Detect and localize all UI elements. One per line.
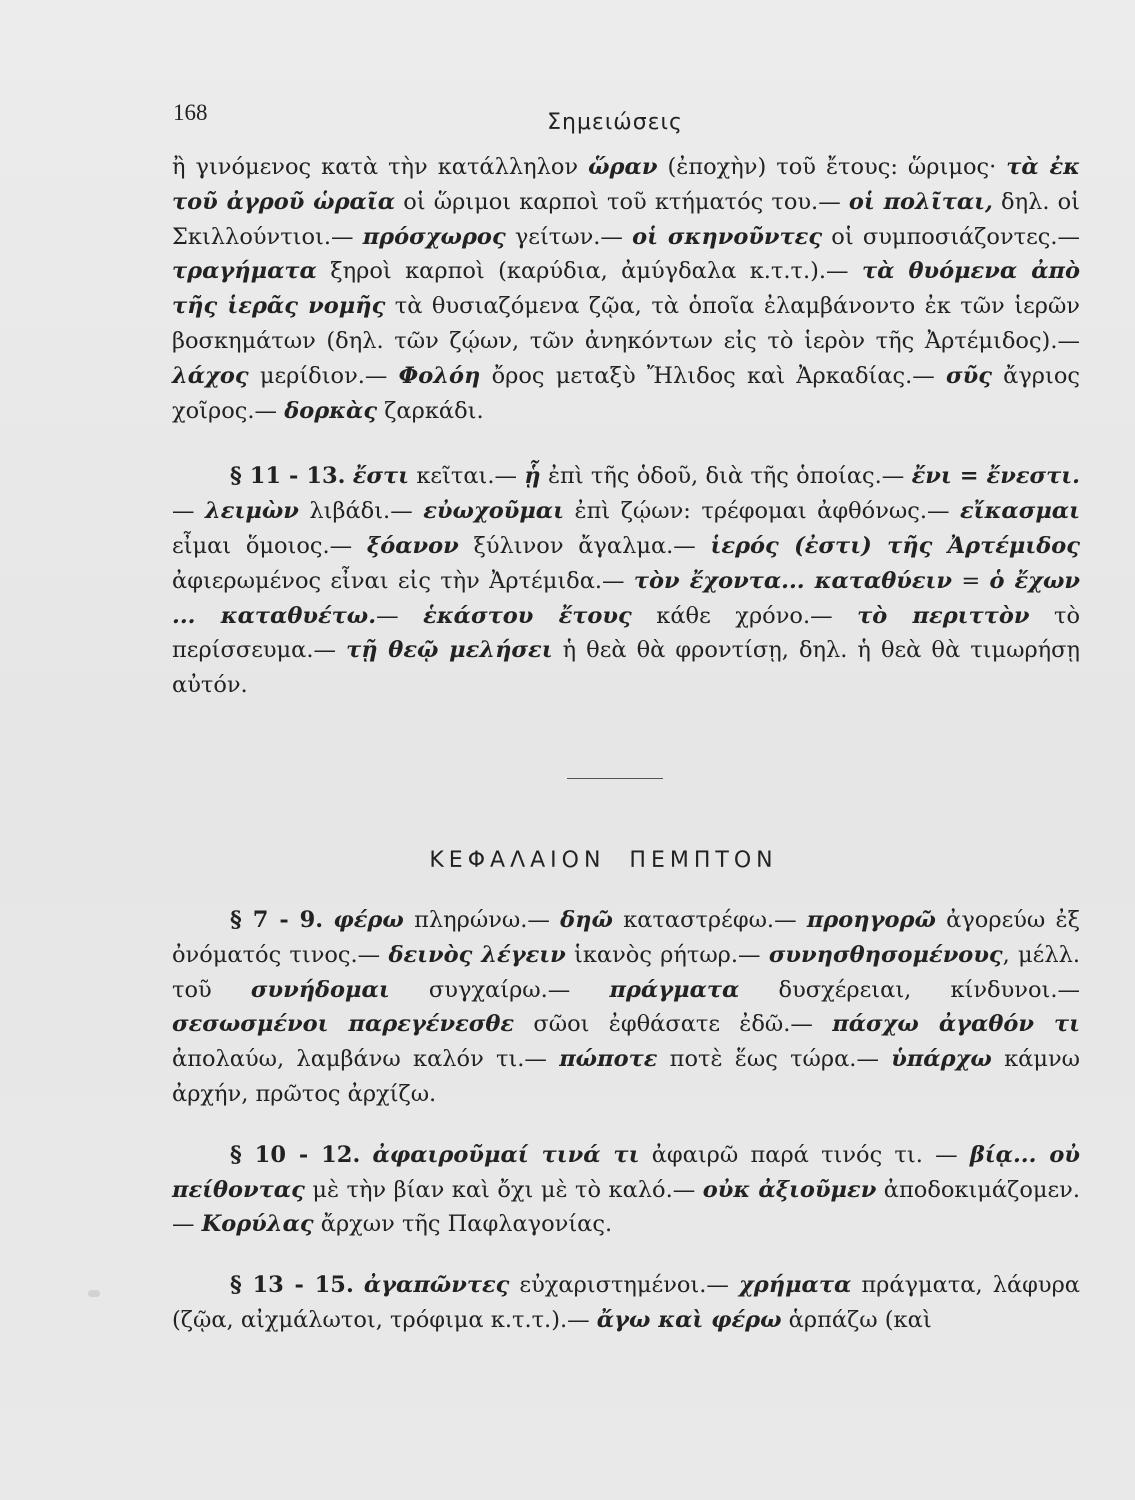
text-run: κεῖται.— bbox=[409, 463, 525, 490]
notes-block-continued bbox=[172, 150, 1080, 703]
lemma: εὐωχοῦμαι bbox=[423, 498, 565, 525]
text-run: ὄρος μεταξὺ Ἤλιδος καὶ Ἀρκαδίας.— bbox=[480, 362, 947, 389]
text-run: οἱ συμποσιάζοντες.— bbox=[822, 223, 1080, 250]
section-marker: § 10 - 12. bbox=[230, 1141, 361, 1168]
lemma: πάσχω ἀγαθόν τι bbox=[832, 1011, 1080, 1038]
lemma: πρόσχωρος bbox=[362, 223, 506, 250]
text-run: ξύλινον ἄγαλμα.— bbox=[458, 532, 711, 559]
lemma: οἱ σκηνοῦντες bbox=[632, 223, 823, 250]
lemma: ᾗ bbox=[524, 463, 541, 490]
text-run: (ἐποχὴν) τοῦ ἔτους: ὥριμος· bbox=[657, 154, 1007, 180]
lemma: πράγματα bbox=[609, 976, 740, 1003]
text-run: ἀπολαύω, λαμβάνω καλόν τι.— bbox=[172, 1046, 560, 1073]
lemma: τὸ περιττὸν bbox=[857, 602, 1030, 629]
text-run: μὲ τὴν βίαν καὶ ὄχι μὲ τὸ καλό.— bbox=[304, 1176, 703, 1203]
text-run: οἱ ὥριμοι καρποὶ τοῦ κτήματός του.— bbox=[395, 188, 849, 215]
section-marker: § 11 - 13. bbox=[230, 463, 346, 490]
lemma: ἀφαιροῦμαί τινά τι bbox=[372, 1141, 640, 1168]
text-run: ἄγριος χοῖρος.— bbox=[172, 362, 1080, 424]
lemma: συνήδομαι bbox=[250, 976, 390, 1003]
text-run: ζαρκάδι. bbox=[377, 397, 484, 424]
section-marker: § 7 - 9. bbox=[230, 907, 324, 933]
text-run: γείτων.— bbox=[505, 223, 633, 250]
text-run: συγχαίρω.— bbox=[389, 976, 610, 1003]
section-divider bbox=[567, 778, 663, 779]
text-run: τὰ θυσιαζόμενα ζῷα, τὰ ὁποῖα ἐλαμβάνοντο ἐκ τῶν ἱερῶν βοσκημάτων (δηλ. τῶν ζῴων, τῶν ἀνηκόντων εἰς τὸ ἱερὸν τῆς Ἀρτέμιδος).— bbox=[172, 293, 1080, 354]
lemma: τὸν ἔχοντα... καταθύειν bbox=[633, 567, 953, 594]
lemma: ἀγαπῶντες bbox=[363, 1272, 510, 1299]
text-run: ἁρπάζω (καὶ bbox=[781, 1306, 932, 1333]
note-paragraph-section-13-15 bbox=[172, 1268, 1080, 1338]
lemma: χρήματα bbox=[738, 1272, 852, 1299]
text-run: ἐπὶ τῆς ὁδοῦ, διὰ τῆς ὁποίας.— bbox=[540, 463, 912, 490]
text-run: καταστρέφω.— bbox=[612, 907, 807, 933]
text-run: ἀγορεύω ἐξ ὀνόματός τινος.— bbox=[172, 907, 1080, 968]
lemma: ξόανον bbox=[366, 532, 459, 559]
text-run: ἀποδοκιμάζομεν.— bbox=[172, 1176, 1080, 1238]
lemma: δηῶ bbox=[560, 907, 613, 933]
text-run: ἢ γινόμενος κατὰ τὴν κατάλληλον bbox=[172, 154, 589, 180]
note-paragraph-section-10-12 bbox=[172, 1138, 1080, 1242]
page-smudge bbox=[88, 1290, 100, 1297]
text-run: ποτὲ ἕως τώρα.— bbox=[657, 1046, 892, 1073]
text-run: εἶμαι ὅμοιος.— bbox=[172, 532, 367, 559]
text-run: πράγματα, λάφυρα (ζῷα, αἰχμάλωτοι, τρόφιμα κ.τ.τ.).— bbox=[172, 1272, 1081, 1333]
lemma: σῦς bbox=[946, 362, 992, 389]
lemma: σεσωσμένοι παρεγένεσθε bbox=[172, 1011, 515, 1038]
lemma: πώποτε bbox=[559, 1046, 658, 1073]
lemma: τὰ θυόμενα ἀπὸ τῆς ἱερᾶς νομῆς bbox=[172, 258, 1081, 320]
lemma: τὰ ἐκ τοῦ ἀγροῦ ὡραῖα bbox=[172, 154, 1080, 215]
text-run: δυσχέρειαι, κίνδυνοι.— bbox=[739, 976, 1080, 1003]
text-run: — bbox=[172, 498, 206, 525]
text-run: κάθε χρόνο.— bbox=[631, 602, 858, 629]
lemma: ὁ ἔχων ... καταθυέτω. bbox=[172, 567, 1080, 629]
chapter-heading: ΚΕΦΑΛΑΙΟΝ ΠΕΜΠΤΟΝ bbox=[429, 848, 778, 873]
page-number: 168 bbox=[173, 100, 208, 125]
lemma: λειμὼν bbox=[205, 498, 299, 525]
lemma: ἑκάστου ἔτους bbox=[423, 602, 632, 629]
text-run: = bbox=[952, 567, 990, 594]
lemma: οὐκ ἀξιοῦμεν bbox=[702, 1176, 877, 1203]
lemma: συνησθησομένους bbox=[768, 941, 1003, 968]
text-run: δηλ. οἱ Σκιλλούντιοι.— bbox=[172, 188, 1080, 250]
text-run: — bbox=[376, 602, 424, 629]
lemma: ἄγω καὶ φέρω bbox=[596, 1306, 782, 1333]
text-run: τὸ περίσσευμα.— bbox=[172, 602, 1080, 664]
text-run: ἡ θεὰ θὰ φροντίσῃ, δηλ. ἡ θεὰ θὰ τιμωρήσῃ αὐτόν. bbox=[172, 637, 1080, 699]
lemma: δεινὸς λέγειν bbox=[388, 941, 566, 968]
lemma: ἔνι = ἔνεστι. bbox=[911, 463, 1080, 490]
notes-block-chapter-five bbox=[172, 903, 1080, 1338]
note-paragraph-section-11-13 bbox=[172, 459, 1080, 703]
lemma: φέρω bbox=[333, 907, 404, 933]
lemma: τραγήματα bbox=[172, 258, 317, 285]
text-run: ἐπὶ ζῴων: τρέφομαι ἀφθόνως.— bbox=[564, 498, 960, 525]
text-run: εὐχαριστημένοι.— bbox=[509, 1272, 739, 1299]
lemma: τῇ θεῷ μελήσει bbox=[346, 637, 553, 664]
lemma: προηγορῶ bbox=[806, 907, 936, 933]
lemma: ἱερός (ἐστι) τῆς Ἀρτέμιδος bbox=[710, 532, 1081, 559]
text-run: ἀφιερωμένος εἶναι εἰς τὴν Ἀρτέμιδα.— bbox=[172, 567, 634, 594]
text-run: ξηροὶ καρποὶ (καρύδια, ἀμύγδαλα κ.τ.τ.).— bbox=[316, 258, 862, 285]
text-run: ἄρχων τῆς Παφλαγονίας. bbox=[313, 1211, 613, 1238]
text-run: ἀφαιρῶ παρά τινός τι. — bbox=[639, 1141, 970, 1168]
lemma: ἔστι bbox=[352, 463, 410, 490]
text-run: πληρώνω.— bbox=[403, 907, 561, 933]
lemma: δορκὰς bbox=[284, 397, 378, 424]
text-run: λιβάδι.— bbox=[298, 498, 424, 525]
text-run: μερίδιον.— bbox=[248, 362, 399, 389]
text-run: κάμνω ἀρχήν, πρῶτος ἀρχίζω. bbox=[172, 1046, 1080, 1107]
lemma: ὥραν bbox=[588, 154, 658, 180]
lemma: λάχος bbox=[172, 362, 249, 389]
text-run: σῶοι ἐφθάσατε ἐδῶ.— bbox=[514, 1011, 833, 1038]
note-paragraph-continued bbox=[172, 150, 1080, 428]
lemma: οἱ πολῖται, bbox=[848, 188, 993, 215]
lemma: Φολόη bbox=[398, 362, 481, 389]
running-head: Σημειώσεις bbox=[547, 110, 683, 135]
lemma: εἴκασμαι bbox=[960, 498, 1081, 525]
lemma: βίᾳ... οὐ πείθοντας bbox=[172, 1141, 1080, 1203]
lemma: Κορύλας bbox=[201, 1211, 314, 1238]
text-run: , μέλλ. τοῦ bbox=[172, 941, 1080, 1003]
section-marker: § 13 - 15. bbox=[230, 1272, 354, 1299]
note-paragraph-section-7-9 bbox=[172, 903, 1080, 1112]
lemma: ὑπάρχω bbox=[891, 1046, 992, 1073]
text-run: ἱκανὸς ρήτωρ.— bbox=[565, 941, 769, 968]
